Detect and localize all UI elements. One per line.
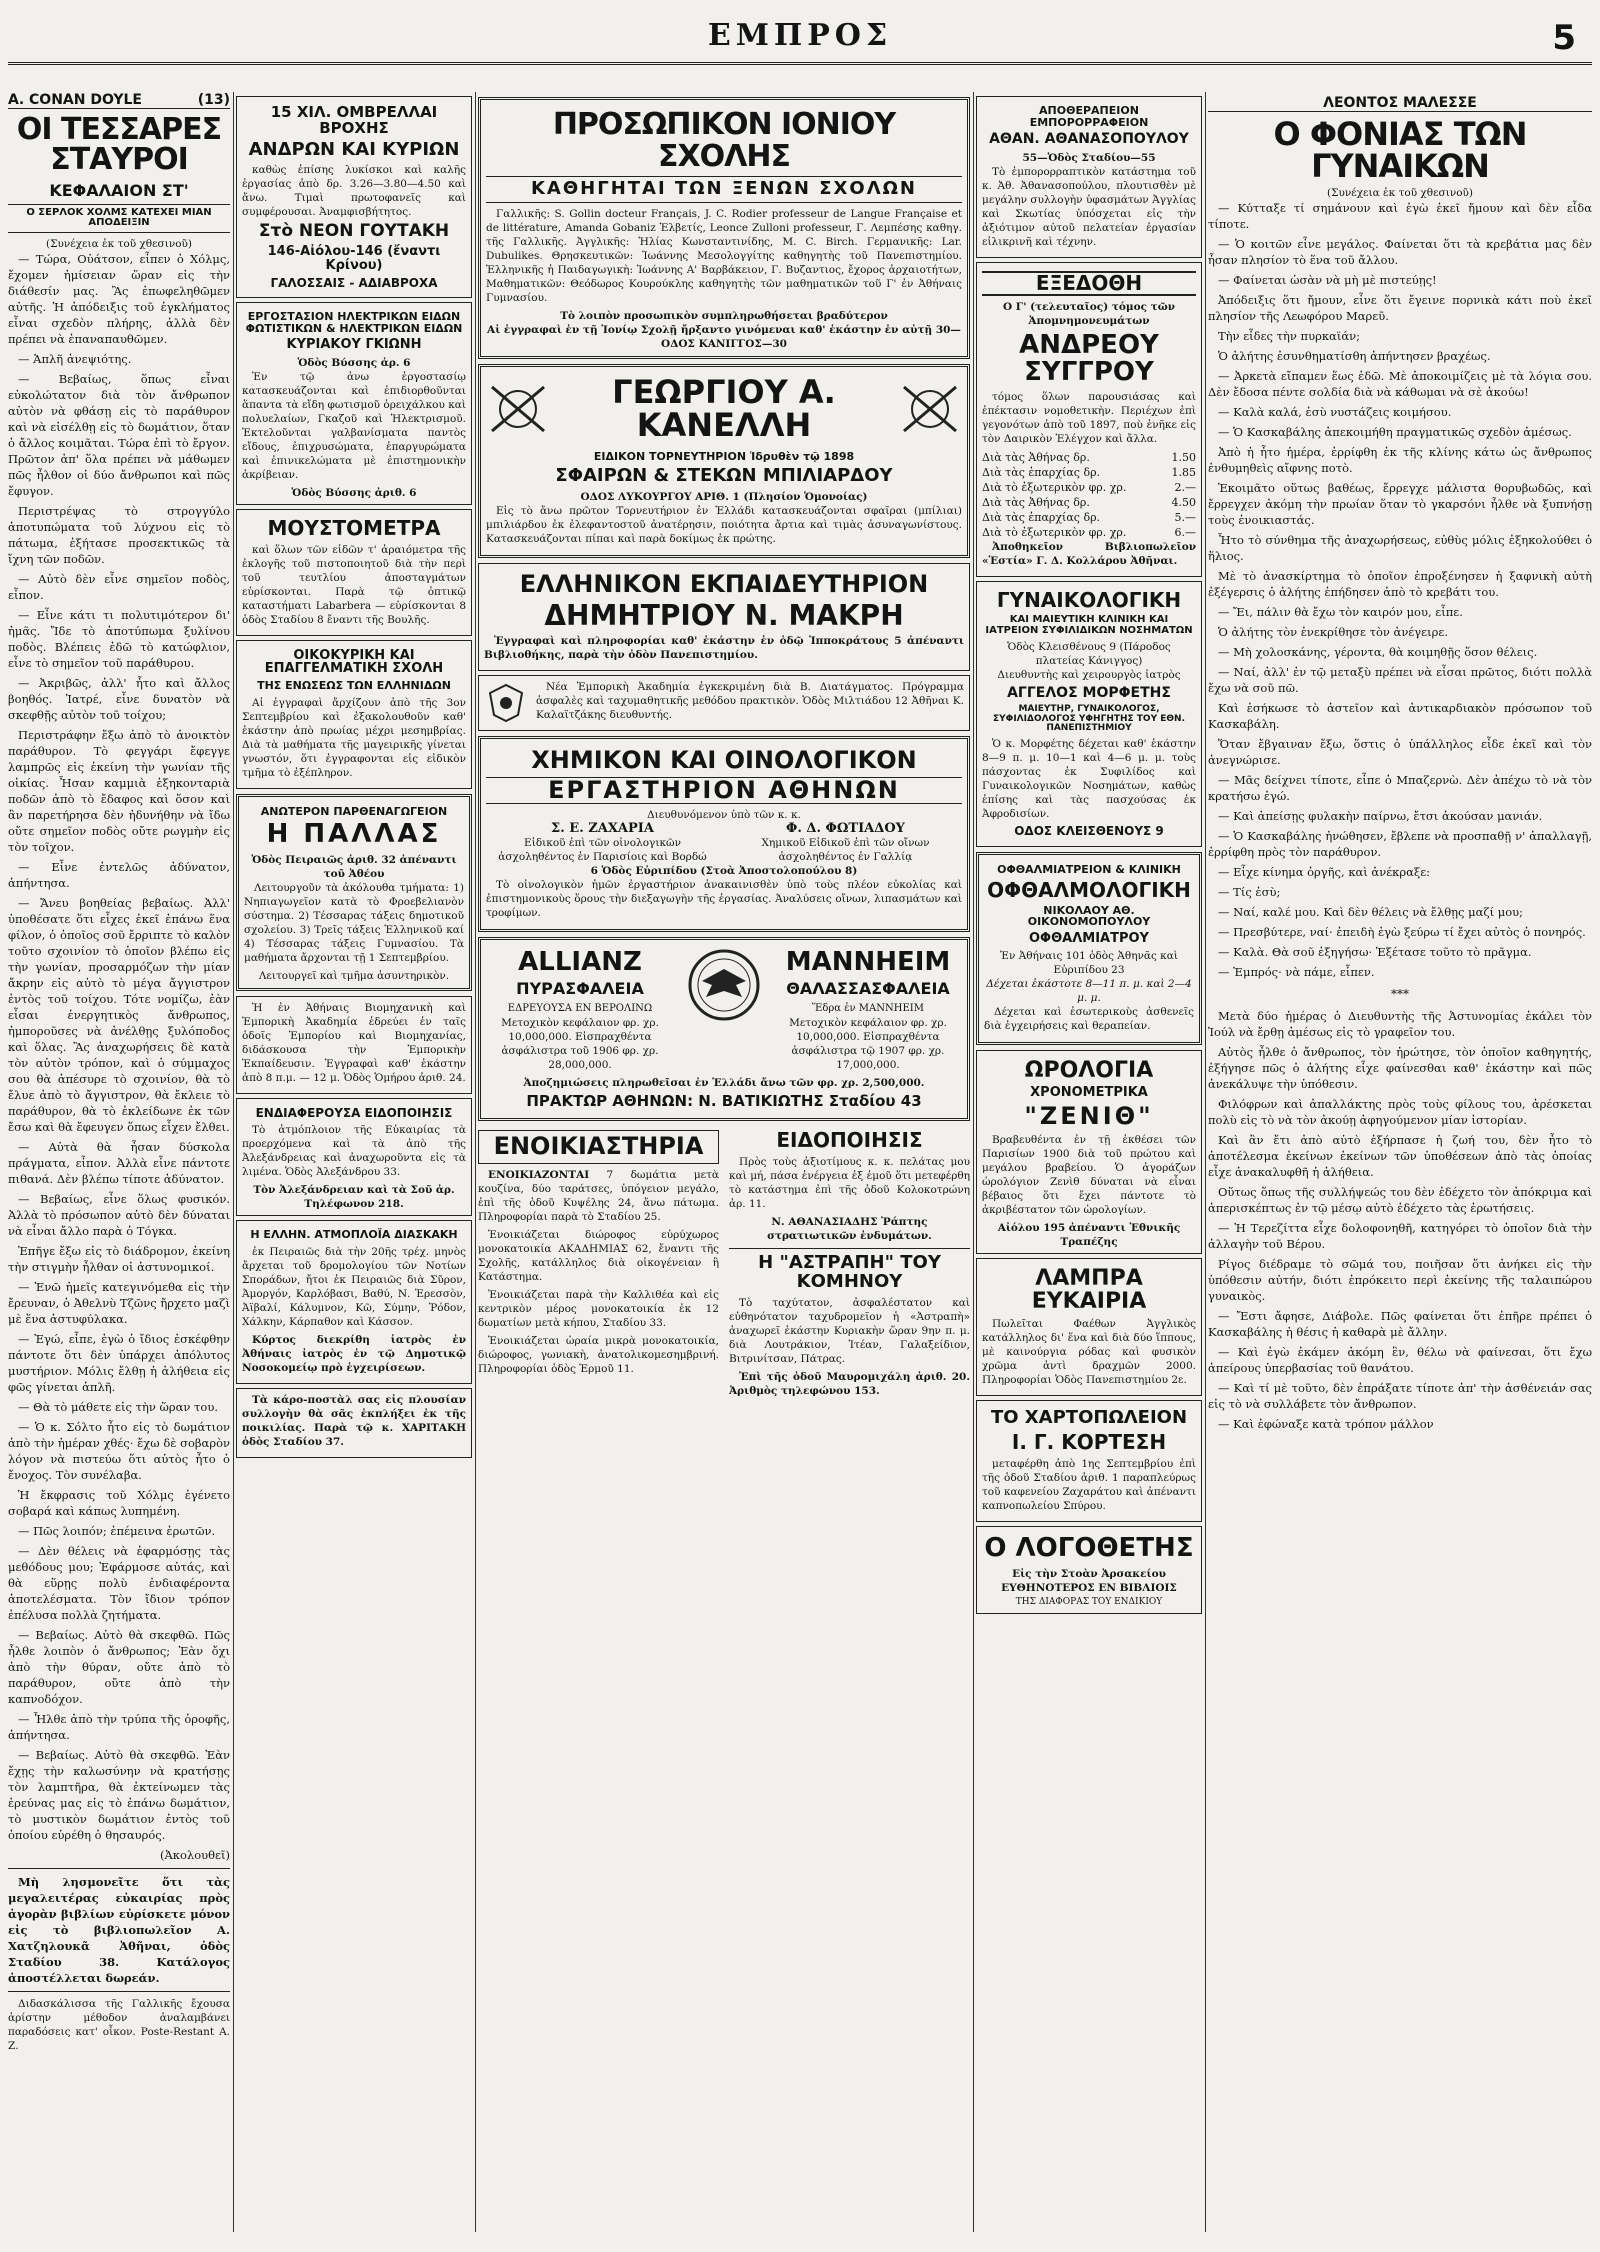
new-academy-text: Νέα Ἐμπορικὴ Ἀκαδημία ἐγκεκριμένη διὰ Β. Διατάγματος. Πρόγραμμα ἀσφαλὲς καὶ ταχυμαθητικῆς μεθόδου πρακτικὸν. Ὁδὸς Μιλτιάδου 12 Ἀθῆναι Κ. Καλαϊτζάκης διευθυντής. [536, 681, 964, 722]
logothetis-ad [976, 1526, 1202, 1613]
price-row [982, 450, 1196, 465]
story-paragraph: Τὴν εἶδες τὴν πυρκαϊάν; [1218, 328, 1360, 343]
allianz-name: ALLIANZ [518, 947, 642, 978]
umbrella-ad-text: καθὼς ἐπίσης λυκίσκοι καὶ καλῆς ἐργασίας ἀπὸ δρ. 3.26—3.80—4.50 καὶ ἄνω. Τιμαὶ πρωτοφανεῖς καὶ συμφέρουσαι. Ἀναμφισβήτητος. [242, 164, 466, 219]
must-meter-title: ΜΟΥΣΤΟΜΕΤΡΑ [267, 515, 441, 540]
ophthalmology-ad-title: ΟΦΘΑΛΜΙΑΤΡΕΙΟΝ & ΚΛΙΝΙΚΗ [997, 862, 1181, 876]
logothetis-ad-subtitle: Εἰς τὴν Στοὰν Ἀρσακείου [1012, 1567, 1166, 1580]
story-paragraph: — Αὐτὸ δὲν εἶνε σημεῖον ποδὸς, εἶπον. [8, 571, 230, 602]
crossed-cues-icon [898, 381, 962, 437]
notice-title: ΕΙΔΟΠΟΙΗΣΙΣ [776, 1128, 923, 1153]
ophthalmology-ad-footer: Δέχεται καὶ ἐσωτερικοὺς ἀσθενεῖς διὰ ἐγχειρήσεις καὶ θεραπείαν. [984, 1006, 1194, 1033]
story-paragraph: — Ἦλθε ἀπὸ τὴν τρύπα τῆς ὀροφῆς, ἀπήντησα. [8, 1711, 230, 1742]
ionian-school-footer: Τὸ λοιπὸν προσωπικὸν συμπληρωθήσεται βραδύτερον [560, 309, 888, 322]
pallas-school-address: Ὁδὸς Πειραιῶς ἀριθ. 32 ἀπέναντι τοῦ Ἀθέου [251, 853, 457, 880]
steamship-ad [236, 1220, 472, 1384]
story-paragraph: — Ἡ Τερεζίττα εἶχε δολοφονηθῆ, κατηγόρει τὸ ὁποῖον διὰ τὴν ἀλλαγὴν τοῦ Βέρου. [1208, 1220, 1592, 1251]
story-paragraph: — Ἀρκετὰ εἴπαμεν ἕως ἐδῶ. Μὲ ἀποκοιμίζεις μὲ τὰ λόγια σου. Δὲν ἔδοσα πέντε σολδία διὰ νὰ κάθωμαι νὰ σὲ ἀκούω! [1208, 368, 1592, 399]
rental-listing: Ἐνοικιάζεται διώροφος εὐρύχωρος μονοκατοικία ΑΚΑΔΗΜΙΑΣ 62, ἔναντι τῆς Σχολῆς, κατάλληλος διὰ οἰκογένειαν ἢ Κατάστημα. [478, 1228, 719, 1283]
billiards-ad-subtitle2: ΣΦΑΙΡΩΝ & ΣΤΕΚΩΝ ΜΠΙΛΙΑΡΔΟΥ [555, 464, 893, 486]
story-paragraph: Μετὰ δύο ἡμέρας ὁ Διευθυντὴς τῆς Ἀστυνομίας ἐκάλει τὸν Ἰούλ νὰ ἔρθῃ ἀμέσως εἰς τὸ γραφεῖον του. [1208, 1008, 1592, 1039]
household-school-ad [236, 640, 472, 789]
chemist-desc: Χημικοῦ Εἰδικοῦ ἐπὶ τῶν οἴνων ἀσχοληθέντος ἐν Γαλλίᾳ [761, 837, 930, 864]
ophthalmology-ad [976, 852, 1202, 1045]
logothetis-ad-subtitle2: ΕΥΘΗΝΟΤΕΡΟΣ ΕΝ ΒΙΒΛΙΟΙΣ [1001, 1581, 1177, 1594]
story-paragraph: Ἐκοιμᾶτο οὕτως βαθέως, ἔρρεγχε μάλιστα θορυβωδῶς, καὶ ἔρρεγχεν ἀκόμη τὴν πρωίαν ὅταν τὸ γκαρσόνι ἦλθε νὰ ξυπνήσῃ τοὺς ἐνοικιαστάς. [1208, 480, 1592, 527]
price-label: Διὰ τὰς ἐπαρχίας δρ. [982, 511, 1101, 525]
story-paragraph: Ἐπῆγε ἔξω εἰς τὸ διάδρομον, ἐκείνη τὴν στιγμὴν ἦλθαν οἱ ἀστυνομικοί. [8, 1243, 230, 1274]
column-divider [233, 92, 234, 2232]
story-paragraph: Οὕτως ὅπως τῆς συλλήψεώς του δὲν ἐδέχετο τὸν ἀπόκριμα καὶ ἀπερισκέπτως ἐν τῷ μέσῳ αὐτὸ ἐδέχετο τὰς ἐρωτήσεις. [1208, 1184, 1592, 1215]
commercial-academy-text: Ἡ ἐν Ἀθήναις Βιομηχανικὴ καὶ Ἐμπορικὴ Ἀκαδημία ἐδρεύει ἐν ταῖς ὁδοῖς Ἐμπορίου καὶ Βιομηχανίας, διδάσκουσα τὴν Ἐμπορικὴν Ἐκπαίδευσιν. Ἐγγραφαὶ καθ' ἑκάστην ἀπὸ 8 π.μ. — 12 μ. Ὁδὸς Ὁμήρου ἀριθ. 24. [242, 1001, 466, 1084]
insurance-ad [478, 937, 970, 1121]
must-meter-ad [236, 509, 472, 636]
rentals-heading: ΕΝΟΙΚΙΑΖΟΝΤΑΙ [488, 1168, 590, 1181]
price-label: Διὰ τὸ ἐξωτερικὸν φρ. χρ. [982, 481, 1127, 495]
price-label: Διὰ τὰς Ἀθήνας δρ. [982, 496, 1090, 510]
steamship-ad-footer: Κύρτος διεκρίθη ἰατρὸς ἐν Ἀθήναις ἰατρὸς ἐν τῷ Δημοτικῷ Νοσοκομείῳ πρὸ ἐγχειρίσεων. [242, 1333, 466, 1374]
mannheim-seat: Ἕδρα ἐν MANNHEIM [812, 1002, 924, 1014]
story-paragraph: Καὶ ἐσήκωσε τὸ ἀστεῖον καὶ ἀντικαρδιακὸν πρόσωπον τοῦ Κασκαβάλη. [1208, 700, 1592, 731]
column-serial-story [8, 92, 230, 2232]
story-paragraph: — Ἔστι ἄφησε, Διάβολε. Πῶς φαίνεται ὅτι ἐπῆρε πρέπει ὁ Κασκαβάλης ἡ θέσις ἡ καθαρὰ μὲ ἄλλην. [1208, 1308, 1592, 1339]
story-paragraph: Ὁ ἀλήτης τὸν ἐνεκρίθησε τὸν ἀνέγειρε. [1218, 624, 1448, 639]
zenith-ad-title: ΩΡΟΛΟΓΙΑ [1024, 1058, 1154, 1084]
umbrella-ad-shop: Στὸ ΝΕΟΝ ΓΟΥΤΑΚΗ [258, 221, 450, 242]
billiards-ad-subtitle: ΕΙΔΙΚΟΝ ΤΟΡΝΕΥΤΗΡΙΟΝ Ἱδρυθὲν τῷ 1898 [593, 450, 855, 464]
chapter-heading: ΚΕΦΑΛΑΙΟΝ ΣΤ' [49, 181, 189, 200]
insurance-ad-agent: ΠΡΑΚΤΩΡ ΑΘΗΝΩΝ: Ν. ΒΑΤΙΚΙΩΤΗΣ Σταδίου 43 [526, 1091, 922, 1110]
ionian-school-address: Αἱ ἐγγραφαὶ ἐν τῇ Ἰονίῳ Σχολῇ ἤρξαντο γινόμεναι καθ' ἑκάστην ἐν αὐτῇ 30—ΟΔΟΣ ΚΑΝΙΓΓΟΣ—30 [487, 323, 961, 350]
ionian-school-staff: Γαλλικῆς: S. Gollin docteur Français, J. C. Rodier professeur de Langue Française et de littérature, Amanda Gobaniz Ἑλβετίς, Leonce Zulloni professeur, Γ. Λεμπέσης καθηγ. τῆς Γαλλικῆς. Ἀγγλικῆς: Ἠλίας Κωνσταντινίδης, M. C. Birch. Γερμανικῆς: Lar. Dubulikes. Θρησκευτικῶν: Ἰωάννης Μεσολογγίτης καθηγητὴς τοῦ Πανεπιστημίου. Ἑλληνικῆς ἡ Παιδαγωγικὴ: Ἰωάννης Α' Βαρβάκειον, Γ. Βυζαντιος, ἔχορος ἀρχαιοτήτων, Μαθηματικῶν: Θεόδωρος Κουρούκλης καθηγητὴς τῶν μαθηματικῶν τοῦ Γ' ἐν Ἀθήναις Γυμνασίου. [486, 207, 962, 304]
story-paragraph: Ἡ ἔκφρασις τοῦ Χόλμς ἐγένετο σοβαρά καὶ κάπως λυπημένη. [8, 1487, 230, 1518]
story-paragraph: — Καὶ ἐγὼ ἐκάμεν ἀκόμη ἓν, θέλω νὰ φαίνεσαι, ὅτι ἔχω ἀπείρους ὑπερβασίας τοῦ θανάτου. [1208, 1344, 1592, 1375]
chemical-lab-chemists [486, 822, 962, 864]
gynecology-ad-director: Διευθυντὴς καὶ χειρουργὸς ἰατρὸς [997, 669, 1181, 682]
lower-center-ads [478, 1126, 970, 1402]
memoirs-ad-title: ΕΞΕΔΟΘΗ [982, 271, 1196, 296]
story-paragraph: — Καλὰ. Θὰ σοῦ ἐξηγήσω· Ἐξέτασε τοῦτο τὸ πρᾶγμα. [1218, 944, 1532, 959]
insurance-ad-footer: Ἀποζημιώσεις πληρωθεῖσαι ἐν Ἑλλάδι ἄνω τῶν φρ. χρ. 2,500,000. [523, 1076, 925, 1089]
ophthalmology-ad-role: ΟΦΘΑΛΜΙΑΤΡΟΥ [1029, 930, 1149, 946]
serial-header [8, 92, 230, 109]
story-paragraph: Ἀπόδειξις ὅτι ἤμουν, εἶνε ὅτι ἔγεινε πορνικὰ κάτι ποὺ ἐκεῖ πλησίον τῆς Λεωφόρου Μαρεῦ. [1208, 292, 1592, 323]
serial-installment: (13) [197, 92, 230, 108]
story-paragraph: — Καλὰ καλά, ἐσὺ νυστάζεις κοιμήσου. [1218, 404, 1452, 419]
shipping-notice-footer: Τὸν Ἀλεξάνδρειαν καὶ τὰ Σοῦ ἀρ. Τηλέφωνον 218. [253, 1184, 455, 1211]
rentals-title: ΕΝΟΙΚΙΑΣΤΗΡΙΑ [478, 1130, 719, 1163]
story-paragraph: — Βεβαίως. Αὐτὸ θὰ σκεφθῶ. Πῶς ἦλθε λοιπὸν ὁ ἄνθρωπος; Ἐὰν ὄχι ἀπὸ τὴν θύραν, οὔτε ἀπὸ τὸ παράθυρον, οὔτε ἀπὸ τὴν καπνοδόχον. [8, 1627, 230, 1706]
story-paragraph: — Ὁ κ. Σόλτο ἦτο εἰς τὸ δωμάτιον ἀπὸ τὴν ἡμέραν χθές· ἔχω δὲ σοβαρὸν λόγον νὰ πιστεύω ὅτι αὐτὸς ἦτο ὁ ἔνοχος. Τὸν συνέλαβα. [8, 1419, 230, 1482]
story-paragraph: — Θὰ τὸ μάθετε εἰς τὴν ὥραν του. [18, 1399, 218, 1414]
story-paragraph: — Μᾶς δείχνει τίποτε, εἶπε ὁ Μπαζερνὼ. Δὲν ἀπέχω τὸ νὰ τὸν κρατήσω ἐγώ. [1208, 772, 1592, 803]
story-paragraph: — Τίς ἐσὺ; [1218, 884, 1281, 899]
shipping-notice-title: ΕΝΔΙΑΦΕΡΟΥΣΑ ΕΙΔΟΠΟΙΗΣΙΣ [255, 1105, 453, 1120]
serial2-continuation: (Συνέχεια ἐκ τοῦ χθεσινοῦ) [1326, 186, 1474, 199]
story-paragraph: — Φαίνεται ὡσὰν νὰ μὴ μὲ πιστεύῃς! [1218, 272, 1437, 287]
story-paragraph: Φιλόφρων καὶ ἀπαλλάκτης πρὸς τοὺς φίλους του, ἀρέσκεται πολὺ εἰς τὸ νὰ τὸν ἀκούῃ ἀφηγούμενον μίαν ἱστορίαν. [1208, 1096, 1592, 1127]
tailor-ad-title: ΑΠΟΘΕΡΑΠΕΙΟΝ ΕΜΠΟΡΟΡΡΑΦΕΙΟΝ [1029, 104, 1149, 129]
zenith-ad-text: Βραβευθέντα ἐν τῇ ἐκθέσει τῶν Παρισίων 1900 διὰ τοῦ πρώτου καὶ μεγάλου βραβείου. Ὁ ἀγοράζων ὡρολόγιον Ζενὶθ δύναται νὰ εἶναι βέβαιος ὅτι ἔχει πάντοτε τὸ ἀκριβέστατον τῶν ὡρολογίων. [982, 1134, 1196, 1217]
story-paragraph: — Τώρα, Οὐάτσον, εἶπεν ὁ Χόλμς, ἔχομεν ἡμίσειαν ὥραν εἰς τὴν διάθεσίν μας. Ἂς ἐπωφεληθῶμεν αὐτῆς. Ἡ ἀπόδειξις τοῦ ἐγκλήματος εἶναι σχεδὸν πλήρης, ἀλλὰ δὲν πρέπει νὰ ἐπαναπαυθῶμεν. [8, 251, 230, 346]
commercial-academy-ad [236, 996, 472, 1094]
story-paragraph: Περιστράφην ἔξω ἀπὸ τὸ ἀνοικτὸν παράθυρον. Τὸ φεγγάρι ἔφεγγε λαμπρῶς εἰς ἐκείνη τὴν γωνίαν τῆς οἰκίας. Ἦσαν καμμιὰ ἑξηκονταριὰ ποδῶν ἀπὸ τὸ ἔδαφος καὶ ὅσον καὶ ἂν παρετήρησα δὲν ἠδυνήθην νὰ ἴδω οὔτε σημεῖον ποδὸς οὔτε ρωγμὴν εἰς τὸν τοῖχον. [8, 727, 230, 854]
postcards-ad-text: Τὰ κάρο-ποστὰλ σας εἰς πλουσίαν συλλογὴν θὰ σᾶς ἐκπλήξει ἐκ τῆς ποικιλίας. Παρὰ τῷ κ. ΧΑΡΙΤΑΚΗ ὁδὸς Σταδίου 37. [242, 1393, 466, 1448]
pallas-school-text: Λειτουργοῦν τὰ ἀκόλουθα τμήματα: 1) Νηπιαγωγεῖον κατὰ τὸ Φροεβελιανὸν σύστημα. 2) Τέσσαρας τάξεις δημοτικοῦ σχολείου. 3) Τρεῖς τάξεις Ἑλληνικοῦ καί 4) Τέσσαρας τάξεις Γυμνασίου. Τὰ μαθήματα ἄρχονται τῇ 1 Σεπτεμβρίου. [244, 881, 464, 964]
tailor-ad-address: 55—Ὁδὸς Σταδίου—55 [1022, 151, 1156, 164]
story-paragraph: — Ὁ Κασκαβάλης ἀπεκοιμήθη πραγματικῶς σχεδὸν ἀμέσως. [1218, 424, 1572, 439]
to-be-continued: (Ἀκολουθεῖ) [160, 1847, 230, 1862]
tailor-ad-name: ΑΘΑΝ. ΑΘΑΝΑΣΟΠΟΥΛΟΥ [989, 131, 1189, 148]
chemist-zacharia [486, 822, 719, 864]
zenith-watch-ad [976, 1050, 1202, 1254]
household-school-text: Αἱ ἐγγραφαὶ ἄρχίζουν ἀπὸ τῆς 3ον Σεπτεμβρίου καὶ ἐξακολουθοῦν καθ' ἑκάστην ἀπὸ πρωίας μέχρι μεσημβρίας. Διὰ τὰ μαθήματα τῆς μαγειρικῆς γίνεται γνωστόν, ὅτι ἐγγραφονται εἰς εἰδικὸν τμῆμα τὸ ἐξέπληρον. [242, 696, 466, 779]
story-paragraph: — Κύτταξε τί σημάνουν καὶ ἐγὼ ἐκεῖ ἤμουν καὶ δὲν εἶδα τίποτε. [1208, 200, 1592, 231]
allianz-capital: Μετοχικὸν κεφάλαιον φρ. χρ. 10,000,000. Εἰσπραχθέντα ἀσφάλιστρα τοῦ 1906 φρ. χρ. 28,000,000. [501, 1016, 659, 1071]
price-value: 5.— [1174, 511, 1196, 525]
story-paragraph: — Καὶ ἐφώναξε κατὰ τρόπον μάλλον [1218, 1416, 1434, 1431]
electric-ad-title: ΕΡΓΟΣΤΑΣΙΟΝ ΗΛΕΚΤΡΙΚΩΝ ΕΙΔΩΝ ΦΩΤΙΣΤΙΚΩΝ & ΗΛΕΚΤΡΙΚΩΝ ΕΙΔΩΝ [245, 310, 463, 335]
tailor-ad-text: Τὸ ἐμπορορραπτικὸν κατάστημα τοῦ κ. Ἀθ. Ἀθανασοπούλου, πλουτισθὲν μὲ μεγάλην συλλογὴν ὑφασμάτων Ἀγγλίας καὶ Σκωτίας ὑπόσχεται εἰς τὴν ἀξιότιμον αὐτοῦ πελατείαν ἐργασίαν εἰλικρινῆ καὶ τέχνην. [982, 165, 1196, 248]
chemist-name: Σ. Ε. ΖΑΧΑΡΙΑ [551, 821, 654, 837]
story-paragraph: — Εἶνε κάτι τι πολυτιμότερον δι' ἡμᾶς. Ἴδε τὸ ἀποτύπωμα ξυλίνου ποδὸς. Βλέπεις ἐδῶ τὸ κατώφλιον, εἶνε τὸ σημεῖον τοῦ παράθυρου. [8, 607, 230, 670]
allianz-seat: ΕΔΡΕΥΟΥΣΑ ΕΝ ΒΕΡΟΛΙΝΩ [507, 1002, 653, 1014]
price-value: 4.50 [1171, 496, 1196, 510]
story-paragraph: — Εἶνε ἐντελῶς ἀδύνατον, ἀπήντησα. [8, 859, 230, 890]
story-paragraph: — Ἐγώ, εἶπε, ἐγὼ ὁ ἴδιος ἐσκέφθην πάντοτε ὅτι δὲν ὑπάρχει ἀπόλυτος μυστήριον. Μόλις ἔλθῃ ἡ ἀλήθεια εἰς φῶς γίνεται ἁπλῆ. [8, 1331, 230, 1394]
billiards-ad-header [486, 372, 962, 447]
story-paragraph: — Ναί, καλέ μου. Καὶ δὲν θέλεις νὰ ἔλθῃς μαζί μου; [1218, 904, 1524, 919]
column-divider [1205, 92, 1206, 2232]
masthead-rule [8, 62, 1592, 65]
notice-signature: Ν. ΑΘΑΝΑΣΙΑΔΗΣ Ῥάπτης στρατιωτικῶν ἐνδυμάτων. [767, 1216, 932, 1243]
ophthalmology-ad-subtitle: ΟΦΘΑΛΜΟΛΟΓΙΚΗ [987, 877, 1191, 902]
story-paragraph: Ὁ ἀλήτης ἐσυνθηματίσθη ἀπήντησεν βραχέως. [1218, 348, 1491, 363]
makris-school-title: ΕΛΛΗΝΙΚΟΝ ΕΚΠΑΙΔΕΥΤΗΡΙΟΝ [519, 569, 929, 598]
price-label: Διὰ τὸ ἐξωτερικὸν φρ. χρ. [982, 526, 1127, 540]
mannheim-capital: Μετοχικὸν κεφάλαιον φρ. χρ. 10,000,000. Εἰσπραχθέντα ἀσφάλιστρα τῷ 1907 φρ. χρ. 17,000,000. [789, 1016, 947, 1071]
must-meter-text: καὶ ὅλων τῶν εἰδῶν τ' ἀραιόμετρα τῆς ἐκλογῆς τοῦ πιστοποιητοῦ διὰ τὴν περὶ τοῦ τευτλίου ἀποσταγμάτων εὑρίσκονται. Παρὰ τῷ ὀπτικῷ καταστήματι Labarbera — εὑρίσκονται 8 ὁδὸς Σταδίου 8 ἔναντι τῆς Βουλῆς. [242, 543, 466, 626]
chemist-fotiadis [729, 822, 962, 864]
story-paragraph: Ὅταν ἔβγαιναν ἔξω, ὅστις ὁ ὑπάλληλος εἶδε ἐκεῖ καὶ τὸν ἀνεγνώρισε. [1208, 736, 1592, 767]
rentals-section [478, 1126, 719, 1402]
umbrella-ad-tail: ΓΑΛΟΣΣΑΙΣ - ΑΔΙΑΒΡΟΧΑ [270, 275, 438, 290]
story-paragraph: — Ἐνῶ ἡμεῖς κατεγινόμεθα εἰς τὴν ἔρευναν, ὁ Ἀθελνὺ Τζῶνς ἤρχετο μαζὶ μὲ ἕνα ἀστυφύλακα. [8, 1279, 230, 1326]
masthead [0, 18, 1600, 58]
story-paragraph: — Βεβαίως. Αὐτὸ θὰ σκεφθῶ. Ἐὰν ἔχῃς τὴν καλωσύνην νὰ κρατήσῃς τὸν λαμπτῆρα, θὰ ἐκτείνωμεν τὰς ἐρεύνας μας εἰς τὸ ἐπάνω δωμάτιον, τὸ μυστικὸν δωμάτιον ἐντὸς τοῦ ὁποίου εὑρέθη ὁ θησαυρός. [8, 1747, 230, 1842]
bargain-ad-title: ΛΑΜΠΡΑ ΕΥΚΑΙΡΙΑ [1031, 1266, 1147, 1315]
story-paragraph: — Ἁπλῆ ἀνεψιότης. [18, 351, 132, 366]
allianz-type: ΠΥΡΑΣΦΑΛΕΙΑ [516, 978, 644, 998]
bookshop-notice: Μὴ λησμονεῖτε ὅτι τὰς μεγαλειτέρας εὐκαιρίας πρὸς ἀγορὰν βιβλίων εὑρίσκετε μόνον εἰς τὸ βιβλιοπωλεῖον Α. Χατζηλουκᾶ Ἀθῆναι, ὁδὸς Σταδίου 38. Κατάλογος ἀποστέλλεται δωρεάν. [8, 1874, 230, 1985]
memoirs-ad-subtitle: Ο Γ' (τελευταῖος) τόμος τῶν Ἀπομνημονευμάτων [1003, 300, 1175, 327]
billiards-ad-name: ΓΕΩΡΓΙΟΥ Α. ΚΑΝΕΛΛΗ [612, 372, 836, 445]
gynecology-ad-doctor: ΑΓΓΕΛΟΣ ΜΟΡΦΕΤΗΣ [1007, 685, 1171, 702]
rentals-text: 7 δωμάτια μετὰ κουζίνα, δύο ταράτσες, ὑπόγειον μεγάλο, ἐπὶ τῆς ὁδοῦ Κυψέλης 24, ἄνω πάτωμα. Πληροφορίαι παρὰ τὸ Σταδίου 25. [478, 1168, 719, 1223]
ionian-school-title: ΠΡΟΣΩΠΙΚΟΝ ΙΟΝΙΟΥ ΣΧΟΛΗΣ [552, 107, 896, 174]
billiards-ad [478, 364, 970, 558]
story-paragraph: Ἀπὸ ἡ ἦτο ἡμέρα, ἐρρίφθη ἐκ τῆς κλίνης κάτω ὡς ἄνθρωπος ἐνθυμηθεὶς αἴφνης ποτὸ. [1208, 444, 1592, 475]
price-value: 1.85 [1171, 466, 1196, 480]
allianz-column [486, 945, 674, 1075]
separator [8, 1991, 230, 1992]
electric-ad-address: Ὁδὸς Βύσσης ἀρ. 6 [297, 356, 411, 369]
story-paragraph: Ἦτο τὸ σύνθημα τῆς ἀναχωρήσεως, εὐθὺς μόλις ἐξηκολούθει ὁ ἥλιος. [1208, 532, 1592, 563]
tailor-ad [976, 96, 1202, 258]
mannheim-name: MANNHEIM [785, 947, 951, 978]
zenith-ad-subtitle: ΧΡΟΝΟΜΕΤΡΙΚΑ [1030, 1085, 1148, 1101]
zenith-ad-footer: Αἰόλου 195 ἀπέναντι Ἐθνικῆς Τραπέζης [997, 1222, 1181, 1249]
gynecology-ad-address: Ὁδὸς Κλεισθένους 9 (Πάροδος πλατείας Κάνιγγος) [1007, 641, 1171, 668]
story-paragraph: — Ἐμπρός· νὰ πάμε, εἶπεν. [1218, 964, 1375, 979]
ionian-school-ad [478, 97, 970, 359]
household-school-subtitle: ΤΗΣ ΕΝΩΣΕΩΣ ΤΩΝ ΕΛΛΗΝΙΔΩΝ [257, 679, 451, 693]
billiards-ad-address: ΟΔΟΣ ΛΥΚΟΥΡΓΟΥ ΑΡΙΘ. 1 (Πλησίον Ὁμονοίας) [580, 490, 868, 503]
story-paragraph: Περιστρέψας τὸ στρογγύλο ἀποτυπώματα τοῦ λύχνου εἰς τὸ πάτωμα, ἐξήτασε προσεκτικῶς τὰ ἴχνη τῶν ποδῶν. [8, 503, 230, 566]
separator [8, 1868, 230, 1869]
story-paragraph: — Καὶ ἀπείσῃς φυλακὴν παίρνω, ἔτσι ἀκούσαν μανιάν. [1218, 808, 1543, 823]
story-paragraph: — Ἄνευ βοηθείας βεβαίως. Ἀλλ' ὑποθέσατε ὅτι εἶχες ἐκεῖ ἐπάνω ἕνα φίλον, ὁ ὁποῖος σοῦ ἔρριπτε τὸ καλὸν τοῦτο σχοινίον τὸ ὁποῖον βλέπω εἰς τὴν γωνίαν, προσαρμόζων τὴν μίαν ἄκρην εἰς αὐτὸ τὸ μέγα ἄγγιστρον ἐντὸς τοῦ τοίχου. Τότε νομίζω, ἐὰν εἶσαι ἐνεργητικὸς ἄνθρωπος, ἠμποροῦσες νὰ ἀνέλθῃς ξυλόποδος καὶ ὅλας. Ἂς ἀναχωρήσεις δὲ κατὰ τὸν αὐτὸν τρόπον, καὶ ὁ σύμμαχος σου θὰ ἀπέσυρε τὸ σχοινίον, θὰ τὸ ἔλυε ἀπὸ τὸ ἄγγιστρον, θὰ ἔκλειε τὸ παράθυρον, θὰ τὸ ἐκλείδωνε ἐκ τῶν ἔσω καὶ θὰ ἔφευγεν ὅπως εἶχεν ἔλθει. [8, 895, 230, 1134]
chemical-lab-text: Τὸ οἰνολογικὸν ἡμῶν ἐργαστήριον ἀνακαινισθὲν ὑπὸ τοὺς πλέον εὐκολίας καὶ ἐπιστημονικοὺς ὅρους τὴν διεξαγωγὴν τῆς ἐργασίας. Ἀναλύσεις οἴνων, λιπασμάτων καὶ τροφίμων. [486, 879, 962, 920]
price-value: 2.— [1174, 481, 1196, 495]
electric-ad-name: ΚΥΡΙΑΚΟΥ ΓΚΙΩΝΗ [286, 337, 422, 353]
price-row [982, 510, 1196, 525]
notice-text: Πρὸς τοὺς ἀξιοτίμους κ. κ. πελάτας μου καὶ μή, πάσα ἐνέργεια ἐξ ἐμοῦ ὅτι μετεφέρθη τὸ κατάστημα ἐπὶ τῆς ὁδοῦ Κολοκοτρώνη ἀρ. 11. [729, 1156, 970, 1211]
chemist-name: Φ. Δ. ΦΩΤΙΑΔΟΥ [786, 821, 905, 837]
chemist-desc: Εἰδικοῦ ἐπὶ τῶν οἰνολογικῶν ἀσχοληθέντος ἐν Παρισίοις καὶ Βορδώ [498, 837, 707, 864]
billiards-ad-text: Εἰς τὸ ἄνω πρῶτον Τορνευτήριον ἐν Ἑλλάδι κατασκευάζονται σφαῖραι (μπίλιαι) μπιλιάρδου ἐκ ἐλεφαντοστοῦ ἀνατέρησιν, ποιότητα ἄρτια καὶ τιμὰς ἀσυναγωνίστους. Κατασκευάζονται πίπαι καὶ παρὰ δοκίμως ἐκ πρώτης. [486, 504, 962, 545]
price-label: Διὰ τὰς Ἀθήνας δρ. [982, 451, 1090, 465]
story-paragraph: — Αὐτὰ θὰ ἦσαν δύσκολα πράγματα, εἶπον. Ἀλλὰ εἶνε πάντοτε πιθανά. Δὲν βλέπω τίποτε ἀδύνατον. [8, 1139, 230, 1186]
logothetis-ad-footer: ΤΗΣ ΔΙΑΦΟΡΑΣ ΤΟΥ ΕΝΔΙΚΙΟΥ [1015, 1596, 1163, 1607]
stationery-ad-name: Ι. Γ. ΚΟΡΤΕΣΗ [1011, 1430, 1167, 1455]
crossed-cues-icon [486, 381, 550, 437]
column-ads-center [478, 92, 970, 2232]
story-paragraph: — Εἶχε κίνημα ὀργῆς, καὶ ἀνέκραξε: [1218, 864, 1431, 879]
story-paragraph: — Ναί, ἀλλ' ἐν τῷ μεταξὺ πρέπει νὰ εἶσαι πρῶτος, διότι πολλὰ ἔχω νὰ σοῦ πῶ. [1208, 664, 1592, 695]
story-paragraph: — Βεβαίως, ὅπως εἶναι εὐκολώτατον διὰ τὸν ἄνθρωπον αὐτὸν νὰ φθάσῃ εἰς τὸ παράθυρον καὶ νὰ εἰσέλθῃ εἰς τὸ δωμάτιον, ὅταν ὁ ἄλλος κοιμᾶται. Τώρα ἐπὶ τὸ ἔργον. Πρῶτον ἀπ' ὅλα πρέπει νὰ μάθωμεν πῶς ἦλθον οἱ δύο ἄνθρωποι καὶ πῶς ἔφυγον. [8, 371, 230, 498]
stationery-ad-title: ΤΟ ΧΑΡΤΟΠΩΛΕΙΟΝ [990, 1407, 1188, 1429]
rental-listing: Ἐνοικιάζεται ὡραία μικρὰ μονοκατοικία, διώροφος, γωνιακὴ, ἀνατολικομεσημβρινή. Πληροφορίαι ὁδὸς Ἑρμοῦ 11. [478, 1334, 719, 1375]
chemical-lab-title: ΧΗΜΙΚΟΝ ΚΑΙ ΟΙΝΟΛΟΓΙΚΟΝ [531, 746, 917, 775]
story-paragraph: — Ἀκριβῶς, ἀλλ' ἦτο καὶ ἄλλος βοηθός. Ἰατρέ, εἶνε δυνατὸν νὰ σκεφθῇς αὐτὸν τοῦ τοίχου; [8, 675, 230, 722]
bargain-ad [976, 1258, 1202, 1396]
eagle-emblem-icon [684, 945, 764, 1029]
page-number: 5 [1552, 18, 1576, 58]
price-value: 1.50 [1171, 451, 1196, 465]
serial-title: ΟΙ ΤΕΣΣΑΡΕΣ ΣΤΑΥΡΟΙ [16, 112, 222, 177]
price-row [982, 480, 1196, 495]
zenith-ad-brand: "ΖΕΝΙΘ" [1024, 1101, 1154, 1130]
mannheim-column [774, 945, 962, 1075]
pallas-school-footer: Λειτουργεῖ καὶ τμῆμα ἀσυντηρικὸν. [258, 969, 450, 982]
electric-ad-text: Ἐν τῷ ἀνω ἐργοστασίῳ κατασκευάζονται καὶ ἐπιδιορθοῦνται ἅπαντα τὰ εἴδη φωτισμοῦ ὁρειχάλκου καὶ πολυελαίων, Γκαζοῦ καὶ Ἠλεκτρισμοῦ. Ἐκτελοῦνται γαλβανίσματα παντὸς εἴδους, ἐπιχρυσώματα, ἐπαργυρώματα καὶ ἐπινικελώματα μὲ ἐπιστημονικὴν ἀκρίβειαν. [242, 370, 466, 481]
bargain-ad-text: Πωλεῖται Φαέθων Ἀγγλικὸς κατάλληλος δι' ἕνα καὶ διὰ δύο ἵππους, μὲ καινούργια ρόδας καὶ φυσικὸν χρῶμα ἀντὶ δραχμῶν 2000. Πληροφορίαι Ὁδὸς Πανεπιστημίου 2ε. [982, 1318, 1196, 1387]
price-row [982, 465, 1196, 480]
mannheim-type: ΘΑΛΑΣΣΑΣΦΑΛΕΙΑ [786, 978, 950, 998]
logothetis-ad-title: Ο ΛΟΓΟΘΕΤΗΣ [984, 1533, 1194, 1564]
gynecology-ad-footer: ΟΔΟΣ ΚΛΕΙΣΘΕΝΟΥΣ 9 [1014, 824, 1164, 839]
household-school-title: ΟΙΚΟΚΥΡΙΚΗ ΚΑΙ ΕΠΑΓΓΕΛΜΑΤΙΚΗ ΣΧΟΛΗ [264, 647, 444, 677]
new-academy-ad [478, 675, 970, 731]
umbrella-ad-subtitle: ΑΝΔΡΩΝ ΚΑΙ ΚΥΡΙΩΝ [248, 138, 460, 160]
chemical-lab-title2: ΕΡΓΑΣΤΗΡΙΟΝ ΑΘΗΝΩΝ [486, 777, 962, 804]
insurance-ad-columns [486, 945, 962, 1075]
gynecology-ad-text: Ὁ κ. Μορφέτης δέχεται καθ' ἑκάστην 8—9 π. μ. 10—1 καὶ 4—6 μ. μ. τοὺς πάσχοντας ἐκ Συφιλίδος καὶ Γυναικολογικῶν Νοσημάτων, καθὼς ἐπίσης καὶ τὰς πασχούσας ἐκ Ἀφροδισίων. [982, 738, 1196, 821]
chemical-lab-directors: Διευθυνόμενον ὑπὸ τῶν κ. κ. [647, 809, 801, 822]
umbrella-ad-title: 15 ΧΙΛ. ΟΜΒΡΕΛΛΑΙ ΒΡΟΧΗΣ [270, 103, 438, 137]
pallas-school-name: Η ΠΑΛΛΑΣ [266, 819, 442, 850]
postcards-ad [236, 1388, 472, 1458]
makris-school-name: ΔΗΜΗΤΡΙΟΥ Ν. ΜΑΚΡΗ [544, 598, 904, 632]
separator [729, 1248, 970, 1249]
electric-ad-footer: Ὁδὸς Βύσσης ἀριθ. 6 [291, 486, 417, 499]
gynecology-ad-title: ΓΥΝΑΙΚΟΛΟΓΙΚΗ [996, 588, 1182, 613]
story-paragraph: — Πρεσβύτερε, ναί· ἐπειδὴ ἐγὼ ξεύρω τί ἔχει αὐτὸς ὁ πονηρός. [1218, 924, 1586, 939]
umbrella-ad [236, 96, 472, 298]
steamship-ad-title: Η ΕΛΛΗΝ. ΑΤΜΟΠΛΟΪΑ ΔΙΑΣΚΑΚΗ [250, 1228, 458, 1242]
ophthalmology-ad-address: Ἐν Ἀθήναις 101 ὁδὸς Ἀθηνᾶς καὶ Εὐριπίδου 23 [1000, 950, 1178, 977]
french-teacher-notice: Διδασκάλισσα τῆς Γαλλικῆς ἔχουσα ἀρίστην μέθοδον ἀναλαμβάνει παραδόσεις κατ' οἶκον. Poste-Restant Α. Ζ. [8, 1997, 230, 2052]
rental-listing: Ἐνοικιάζεται παρὰ τὴν Καλλιθέα καὶ εἰς κεντρικὸν μέρος μονοκατοικία ἐκ 12 δωματίων μετὰ κήπου, Σταδίου 33. [478, 1288, 719, 1329]
chapter-subtitle: Ο ΣΕΡΛΟΚ ΧΟΛΜΣ ΚΑΤΕΧΕΙ ΜΙΑΝ ΑΠΟΔΕΙΞΙΝ [8, 204, 230, 233]
stationery-ad-text: μεταφέρθη ἀπὸ 1ης Σεπτεμβρίου ἐπὶ τῆς ὁδοῦ Σταδίου ἀριθ. 1 παραπλεύρως τοῦ καφενείου Ζαχαράτου καὶ ἀπέναντι καπνοπωλείου Σπύρου. [982, 1458, 1196, 1513]
story-paragraph: Ρίγος διέδραμε τὸ σῶμά του, ποιῆσαν ὅτι ἀνήκει εἰς τὴν ὑπόθεσιν αὐτήν, διότι ἐπρόκειτο περὶ ἐκείνης τῆς ταλαιπώρου γυναικὸς. [1208, 1256, 1592, 1303]
pallas-school-type: ΑΝΩΤΕΡΟΝ ΠΑΡΘΕΝΑΓΩΓΕΙΟΝ [260, 804, 448, 818]
astrapi-footer: Ἐπὶ τῆς ὁδοῦ Μαυρομιχάλη ἀριθ. 20. Ἀριθμὸς τηλεφώνου 153. [729, 1371, 970, 1398]
ophthalmology-ad-doctor: ΝΙΚΟΛΑΟΥ ΑΘ. ΟΙΚΟΝΟΜΟΠΟΥΛΟΥ [1027, 903, 1151, 929]
column-serial-story-2 [1208, 92, 1592, 2232]
memoirs-ad-author: ΑΝΔΡΕΟΥ ΣΥΓΓΡΟΥ [1019, 329, 1159, 388]
story-paragraph: — Βεβαίως, εἶνε ὅλως φυσικόν. Ἀλλὰ τὸ πρόσωπον αὐτὸ δὲν δύναται νὰ εἶναι ἄλλο παρὰ ὁ Τόγκα. [8, 1191, 230, 1238]
price-row [982, 525, 1196, 540]
memoirs-ad-text: τόμος ὅλων παρουσιάσας καὶ ἐπέκτασιν νομοθετικὴν. Περιέχων ἐπὶ γεγονότων ἀπὸ τοῦ 1897, ποὺ ἑνῆκε εἰς τὸν Δαιρικὸν Ἐλέγχον καὶ ἄλλα. [982, 391, 1196, 446]
gynecology-ad-credentials: ΜΑΙΕΥΤΗΡ, ΓΥΝΑΙΚΟΛΟΓΟΣ, ΣΥΦΙΛΙΔΟΛΟΓΟΣ ΥΦΗΓΗΤΗΣ ΤΟΥ ΕΘΝ. ΠΑΝΕΠΙΣΤΗΜΙΟΥ [993, 704, 1185, 733]
memoirs-ad [976, 262, 1202, 578]
chemical-lab-ad [478, 736, 970, 932]
steamship-ad-text: ἐκ Πειραιῶς διὰ τὴν 20ῆς τρέχ. μηνὸς ἄρχεται τοῦ δρομολογίου τῶν Νοτίων Σποράδων, ἤτοι ἐκ Πειραιῶς διὰ Σῦρον, Ἀμοργόν, Καρλόβασι, Βαθύ, Ν. Ἐρεσσὸν, Ἀϊβαλί, Κάλυμνον, Κῶ, Σύμην, Ῥόδον, Χάλκην, Κάρπαθον καὶ Κάσσον. [242, 1245, 466, 1328]
crest-icon [484, 681, 528, 725]
ophthalmology-ad-hours: Δέχεται ἑκάστοτε 8—11 π. μ. καὶ 2—4 μ. μ. [986, 978, 1192, 1005]
stationery-ad [976, 1400, 1202, 1522]
story-paragraph: — Ἔι, πάλιν θὰ ἔχω τὸν καιρόν μου, εἶπε. [1218, 604, 1463, 619]
ionian-school-subtitle: ΚΑΘΗΓΗΤΑΙ ΤΩΝ ΞΕΝΩΝ ΣΧΟΛΩΝ [486, 176, 962, 203]
shipping-notice-text: Τὸ ἀτμόπλοιον τῆς Εὐκαιρίας τὰ προερχόμενα καὶ τὰ ἀπὸ τῆς Ἀλεξάνδρειας καὶ ἀναχωροῦντα εἰς τὰ λιμένα. Ὁδὸς Ἀλεξάνδρου 33. [242, 1124, 466, 1179]
makris-school-text: Ἐγγραφαὶ καὶ πληροφορίαι καθ' ἑκάστην ἐν ὁδῷ Ἱπποκράτους 5 ἀπέναντι Βιβλιοθήκης, παρὰ τὴν ὁδὸν Πανεπιστημίου. [484, 635, 964, 662]
shipping-notice-ad [236, 1098, 472, 1217]
serial2-title: Ο ΦΟΝΙΑΣ ΤΩΝ ΓΥΝΑΙΚΩΝ [1273, 114, 1527, 185]
story-paragraph: Μὲ τὸ ἀνασκίρτημα τὸ ὁποῖον ἐπροξένησεν ἡ ξαφνικὴ αὐτὴ ἐξέγερσις ὁ ἀλήτης ἐπήδησεν ἀπὸ τὸ κρεβάτι του. [1208, 568, 1592, 599]
serial2-author: ΛΕΟΝΤΟΣ ΜΑΛΕΣΣΕ [1208, 96, 1592, 112]
column-divider [973, 92, 974, 2232]
makris-school-ad [478, 563, 970, 672]
price-label: Διὰ τὰς ἐπαρχίας δρ. [982, 466, 1101, 480]
notices-section [729, 1126, 970, 1402]
newspaper-title: ΕΜΠΡΟΣ [707, 18, 893, 53]
serial-author: Α. CONAN DOYLE [8, 92, 142, 108]
column-ads-right [976, 92, 1202, 2232]
continuation-note: (Συνέχεια ἐκ τοῦ χθεσινοῦ) [45, 237, 193, 250]
story-paragraph: Αὐτὸς ἦλθε ὁ ἄνθρωπος, τὸν ἠρώτησε, τὸν ὁποῖον καθηγητής, ἐξήγησε πῶς ὁ ἀλήτης εἶχε φαίνεσθαι καθ' ἑκάστην καὶ πῶς ἀνεκάλυψε τὴν ὑπόθεσιν. [1208, 1044, 1592, 1091]
column-divider [475, 92, 476, 2232]
story-paragraph: — Δὲν θέλεις νὰ ἐφαρμόσῃς τὰς μεθόδους μου; Ἐφάρμοσε αὐτάς, καὶ θὰ εὕρῃς πολὺ ἐνδιαφέροντα ἀποτελέσματα. Τὸν ἴδιον τρόπον ἐπέλυσα πολλὰ ζητήματα. [8, 1543, 230, 1622]
astrapi-title: Η "ΑΣΤΡΑΠΗ" ΤΟΥ ΚΟΜΗΝΟΥ [758, 1252, 941, 1293]
section-break-stars: *** [1391, 986, 1409, 1001]
story-paragraph: — Ὁ Κασκαβάλης ἠνώθησεν, ἔβλεπε νὰ προσπαθῇ ν' ἀπαλλαγῇ, ἐρρίφθη πρὸς τὸν παράθυρον. [1208, 828, 1592, 859]
pallas-school-ad [236, 794, 472, 991]
column-ads-left [236, 92, 472, 2232]
story-paragraph: — Καὶ τί μὲ τοῦτο, δὲν ἐπράξατε τίποτε ἀπ' τὴν ἀσθένειάν σας εἰς τὸ νὰ συλλάβετε τὸν ἄνθρωπον. [1208, 1380, 1592, 1411]
price-row [982, 495, 1196, 510]
story-paragraph: — Ὁ κοιτῶν εἶνε μεγάλος. Φαίνεται ὅτι τὰ κρεβάτια μας δὲν ἦσαν πλησίον τὸ ἕνα τοῦ ἄλλου. [1208, 236, 1592, 267]
story-paragraph: — Πῶς λοιπόν; ἐπέμεινα ἐρωτῶν. [18, 1523, 216, 1538]
story-paragraph: Καὶ ἂν ἔτι ἀπὸ αὐτὸ ἐξήρπασε ἡ ζωή του, δὲν ἦτο τὸ ἀποτέλεσμα ἐκείνων ἐκείνων τῶν ὑποθέσεων ἀπὸ τὰς ὁποίας εἶχε ἀνακαλυφθῆ ἡ ἀλήθεια. [1208, 1132, 1592, 1179]
gynecology-ad [976, 581, 1202, 847]
price-value: 6.— [1174, 526, 1196, 540]
story-paragraph: — Μὴ χολοσκάνης, γέροντα, θὰ κοιμηθῇς ὅσον θέλεις. [1218, 644, 1538, 659]
gynecology-ad-subtitle: ΚΑΙ ΜΑΙΕΥΤΙΚΗ ΚΛΙΝΙΚΗ ΚΑΙ ΙΑΤΡΕΙΟΝ ΣΥΦΙΛΙΔΙΚΩΝ ΝΟΣΗΜΑΤΩΝ [985, 614, 1193, 636]
astrapi-text: Τὸ ταχύτατον, ἀσφαλέστατον καὶ εὐθηνότατον ταχυδρομεῖον ἡ «Ἀστραπὴ» ἀναχωρεῖ ἑκάστην Κυριακὴν ὥραν 9ην π. μ. διὰ Λουτράκιον, Ἰτέαν, Γαλαξείδιον, Βιτρινίτσαν, Πάτρας. [729, 1297, 970, 1366]
electric-factory-ad [236, 302, 472, 505]
memoirs-ad-footer: Ἀποθηκεῖον Βιβλιοπωλεῖον «Ἑστία» Γ. Δ. Κολλάρου Ἀθῆναι. [982, 541, 1196, 568]
chemical-lab-address: 6 Ὁδὸς Εὐριπίδου (Στοὰ Ἀποστολοπούλου 8) [590, 865, 858, 878]
umbrella-ad-address: 146-Αἰόλου-146 (ἔναντι Κρίνου) [267, 244, 441, 273]
